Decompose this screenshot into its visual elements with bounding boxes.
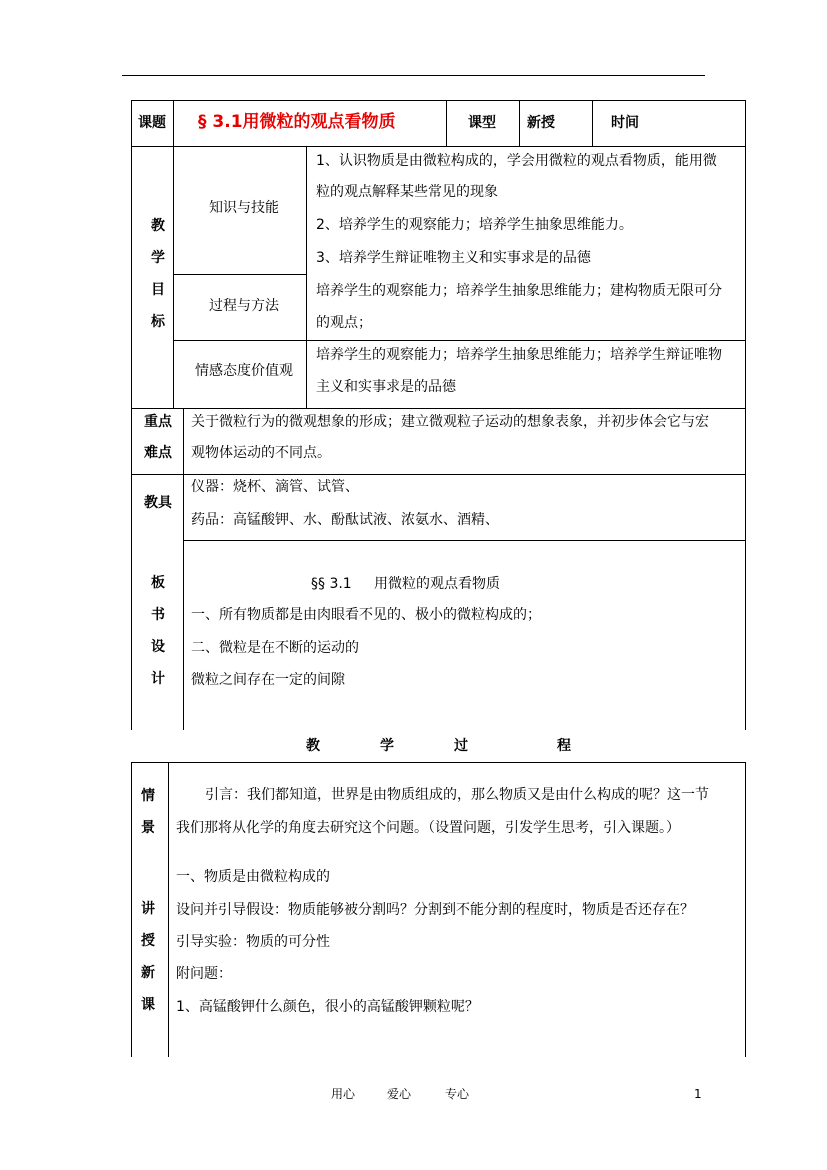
lecture-text-line: 附问题： [176,966,232,982]
keypoints-text-line: 关于微粒行为的微观想象的形成；建立微观粒子运动的想象表象，并初步体会它与宏 [191,414,709,430]
goals-bottom-border [131,408,746,409]
time-label: 时间 [611,115,639,131]
keypoints-text-line: 观物体运动的不同点。 [191,445,331,461]
goals-label-divider [173,146,174,408]
goals-label [148,210,168,338]
category-process: 过程与方法 [209,298,279,314]
process-left-border [131,762,132,1057]
lecture-text-line: 引导实验：物质的可分性 [176,934,330,950]
lecture-label-char: 课 [141,997,155,1013]
header-divider [173,100,174,146]
goals-label-char: 学 [151,250,165,266]
tools-divider [183,474,184,540]
goal-text-line: 的观点； [316,315,372,331]
header-divider [519,100,520,146]
process-heading-char: 学 [380,738,394,754]
scene-label [138,780,158,844]
goal-text-line: 培养学生的观察能力；培养学生抽象思维能力；培养学生辩证唯物 [316,347,722,363]
goals-label-char: 目 [151,282,165,298]
tools-label: 教具 [144,495,172,511]
board-label-char: 书 [151,607,165,623]
header-bottom-border [131,146,746,147]
process-heading-char: 程 [557,738,571,754]
goals-row-divider [173,340,746,341]
type-value: 新授 [527,115,555,131]
goals-category-divider [306,146,307,408]
tools-text-line: 仪器：烧杯、滴管、试管、 [191,479,359,495]
footer-motto: 专心 [445,1087,470,1101]
page-number: 1 [694,1087,702,1101]
scene-text-line: 引言：我们都知道，世界是由物质组成的，那么物质又是由什么构成的呢？这一节 [205,787,709,803]
board-line: 二、微粒是在不断的运动的 [191,640,359,656]
process-right-border [745,762,746,1057]
process-label-divider [168,762,169,1057]
board-heading: §§ 3.1 用微粒的观点看物质 [311,576,500,592]
tools-text-line: 药品：高锰酸钾、水、酚酞试液、浓氨水、酒精、 [191,512,499,528]
process-top-border [131,762,746,763]
header-rule [122,75,705,76]
footer-motto: 用心 [331,1087,356,1101]
process-heading-char: 教 [306,738,320,754]
lecture-label-char: 讲 [141,901,155,917]
goal-text-line: 3、培养学生辩证唯物主义和实事求是的品德 [316,250,591,266]
header-divider [446,100,447,146]
lecture-text-line: 设问并引导假设：物质能够被分割吗？分割到不能分割的程度时，物质是否还存在？ [176,902,694,918]
goal-text-line: 粒的观点解释某些常见的现象 [316,184,498,200]
board-label [148,567,168,695]
board-label-char: 设 [151,639,165,655]
board-divider [183,540,184,730]
table-right-border [745,100,746,730]
board-line: 微粒之间存在一定的间隙 [191,672,345,688]
lesson-title: § 3.1用微粒的观点看物质 [198,112,396,132]
type-label: 课型 [468,115,496,131]
lecture-label [138,893,158,1021]
goals-label-char: 标 [151,314,165,330]
category-attitude: 情感态度价值观 [195,363,293,379]
scene-text-line: 我们那将从化学的角度去研究这个问题。（设置问题，引发学生思考，引入课题。） [176,820,680,836]
category-knowledge: 知识与技能 [209,200,279,216]
keypoints-bottom-border [131,474,746,475]
topic-label: 课题 [138,115,166,131]
goal-text-line: 2、培养学生的观察能力；培养学生抽象思维能力。 [316,217,633,233]
board-label-char: 板 [151,575,165,591]
scene-label-char: 景 [141,820,155,836]
goals-row-divider [173,274,306,275]
scene-label-char: 情 [141,788,155,804]
tools-bottom-border [183,540,746,541]
goal-text-line: 培养学生的观察能力；培养学生抽象思维能力；建构物质无限可分 [316,283,722,299]
footer-motto: 爱心 [387,1087,412,1101]
goal-text-line: 1、认识物质是由微粒构成的，学会用微粒的观点看物质，能用微 [316,153,717,169]
lecture-text-line: 一、物质是由微粒构成的 [176,869,330,885]
board-label-char: 计 [151,671,165,687]
keypoints-label: 重点 [144,414,172,430]
goal-text-line: 主义和实事求是的品德 [316,379,456,395]
lecture-label-char: 新 [141,965,155,981]
goals-label-char: 教 [151,218,165,234]
board-line: 一、所有物质都是由肉眼看不见的、极小的微粒构成的； [191,607,541,623]
keypoints-divider [183,408,184,474]
header-divider [592,100,593,146]
table-top-border [131,100,746,101]
difficulty-label: 难点 [144,445,172,461]
lecture-label-char: 授 [141,933,155,949]
process-heading-char: 过 [454,738,468,754]
table-left-border [131,100,132,730]
lecture-text-line: 1、高锰酸钾什么颜色，很小的高锰酸钾颗粒呢？ [176,999,479,1015]
